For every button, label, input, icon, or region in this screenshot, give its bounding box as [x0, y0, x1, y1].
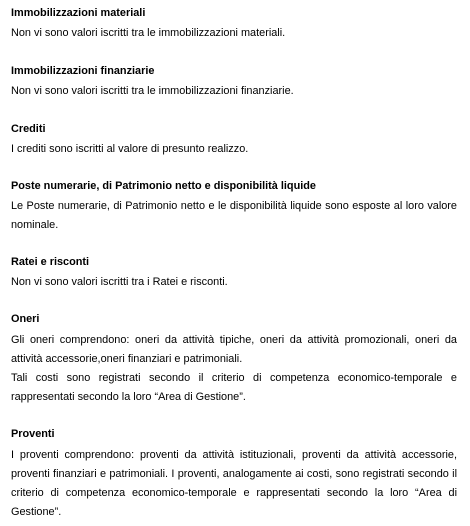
section-immobilizzazioni-materiali: [11, 6, 457, 43]
section-heading: Crediti: [11, 123, 46, 135]
section-paragraph: Gli oneri comprendono: oneri da attività tipiche, oneri da attività promozionali, oneri da attività accessorie,oneri finanziari e patrimoniali.: [11, 334, 457, 365]
section-paragraph: I proventi comprendono: proventi da attività istituzionali, proventi da attività accessorie, proventi finanziari e patrimoniali. I proventi, analogamente ai costi, sono registrati secondo il criterio di competenza economico-temporale e rappresentati secondo la loro “Area di Gestione”.: [11, 449, 457, 518]
section-heading: Immobilizzazioni finanziarie: [11, 65, 155, 77]
section-poste-numerarie: [11, 179, 457, 235]
section-paragraph: Tali costi sono registrati secondo il criterio di competenza economico-temporale e rappresentati secondo la loro “Area di Gestione”.: [11, 372, 457, 403]
section-paragraph: Non vi sono valori iscritti tra le immobilizzazioni finanziarie.: [11, 85, 294, 97]
section-heading: Oneri: [11, 313, 40, 325]
section-oneri: [11, 312, 457, 407]
section-paragraph: Non vi sono valori iscritti tra le immobilizzazioni materiali.: [11, 27, 286, 39]
section-paragraph: Le Poste numerarie, di Patrimonio netto e le disponibilità liquide sono esposte al loro valore nominale.: [11, 200, 457, 231]
section-paragraph: Non vi sono valori iscritti tra i Ratei e risconti.: [11, 276, 228, 288]
section-heading: Proventi: [11, 428, 55, 440]
section-crediti: [11, 122, 457, 159]
section-ratei-risconti: [11, 255, 457, 292]
section-heading: Poste numerarie, di Patrimonio netto e disponibilità liquide: [11, 180, 316, 192]
section-proventi: [11, 427, 457, 522]
section-paragraph: I crediti sono iscritti al valore di presunto realizzo.: [11, 143, 249, 155]
section-heading: Ratei e risconti: [11, 256, 90, 268]
section-immobilizzazioni-finanziarie: [11, 64, 457, 101]
section-heading: Immobilizzazioni materiali: [11, 7, 146, 19]
